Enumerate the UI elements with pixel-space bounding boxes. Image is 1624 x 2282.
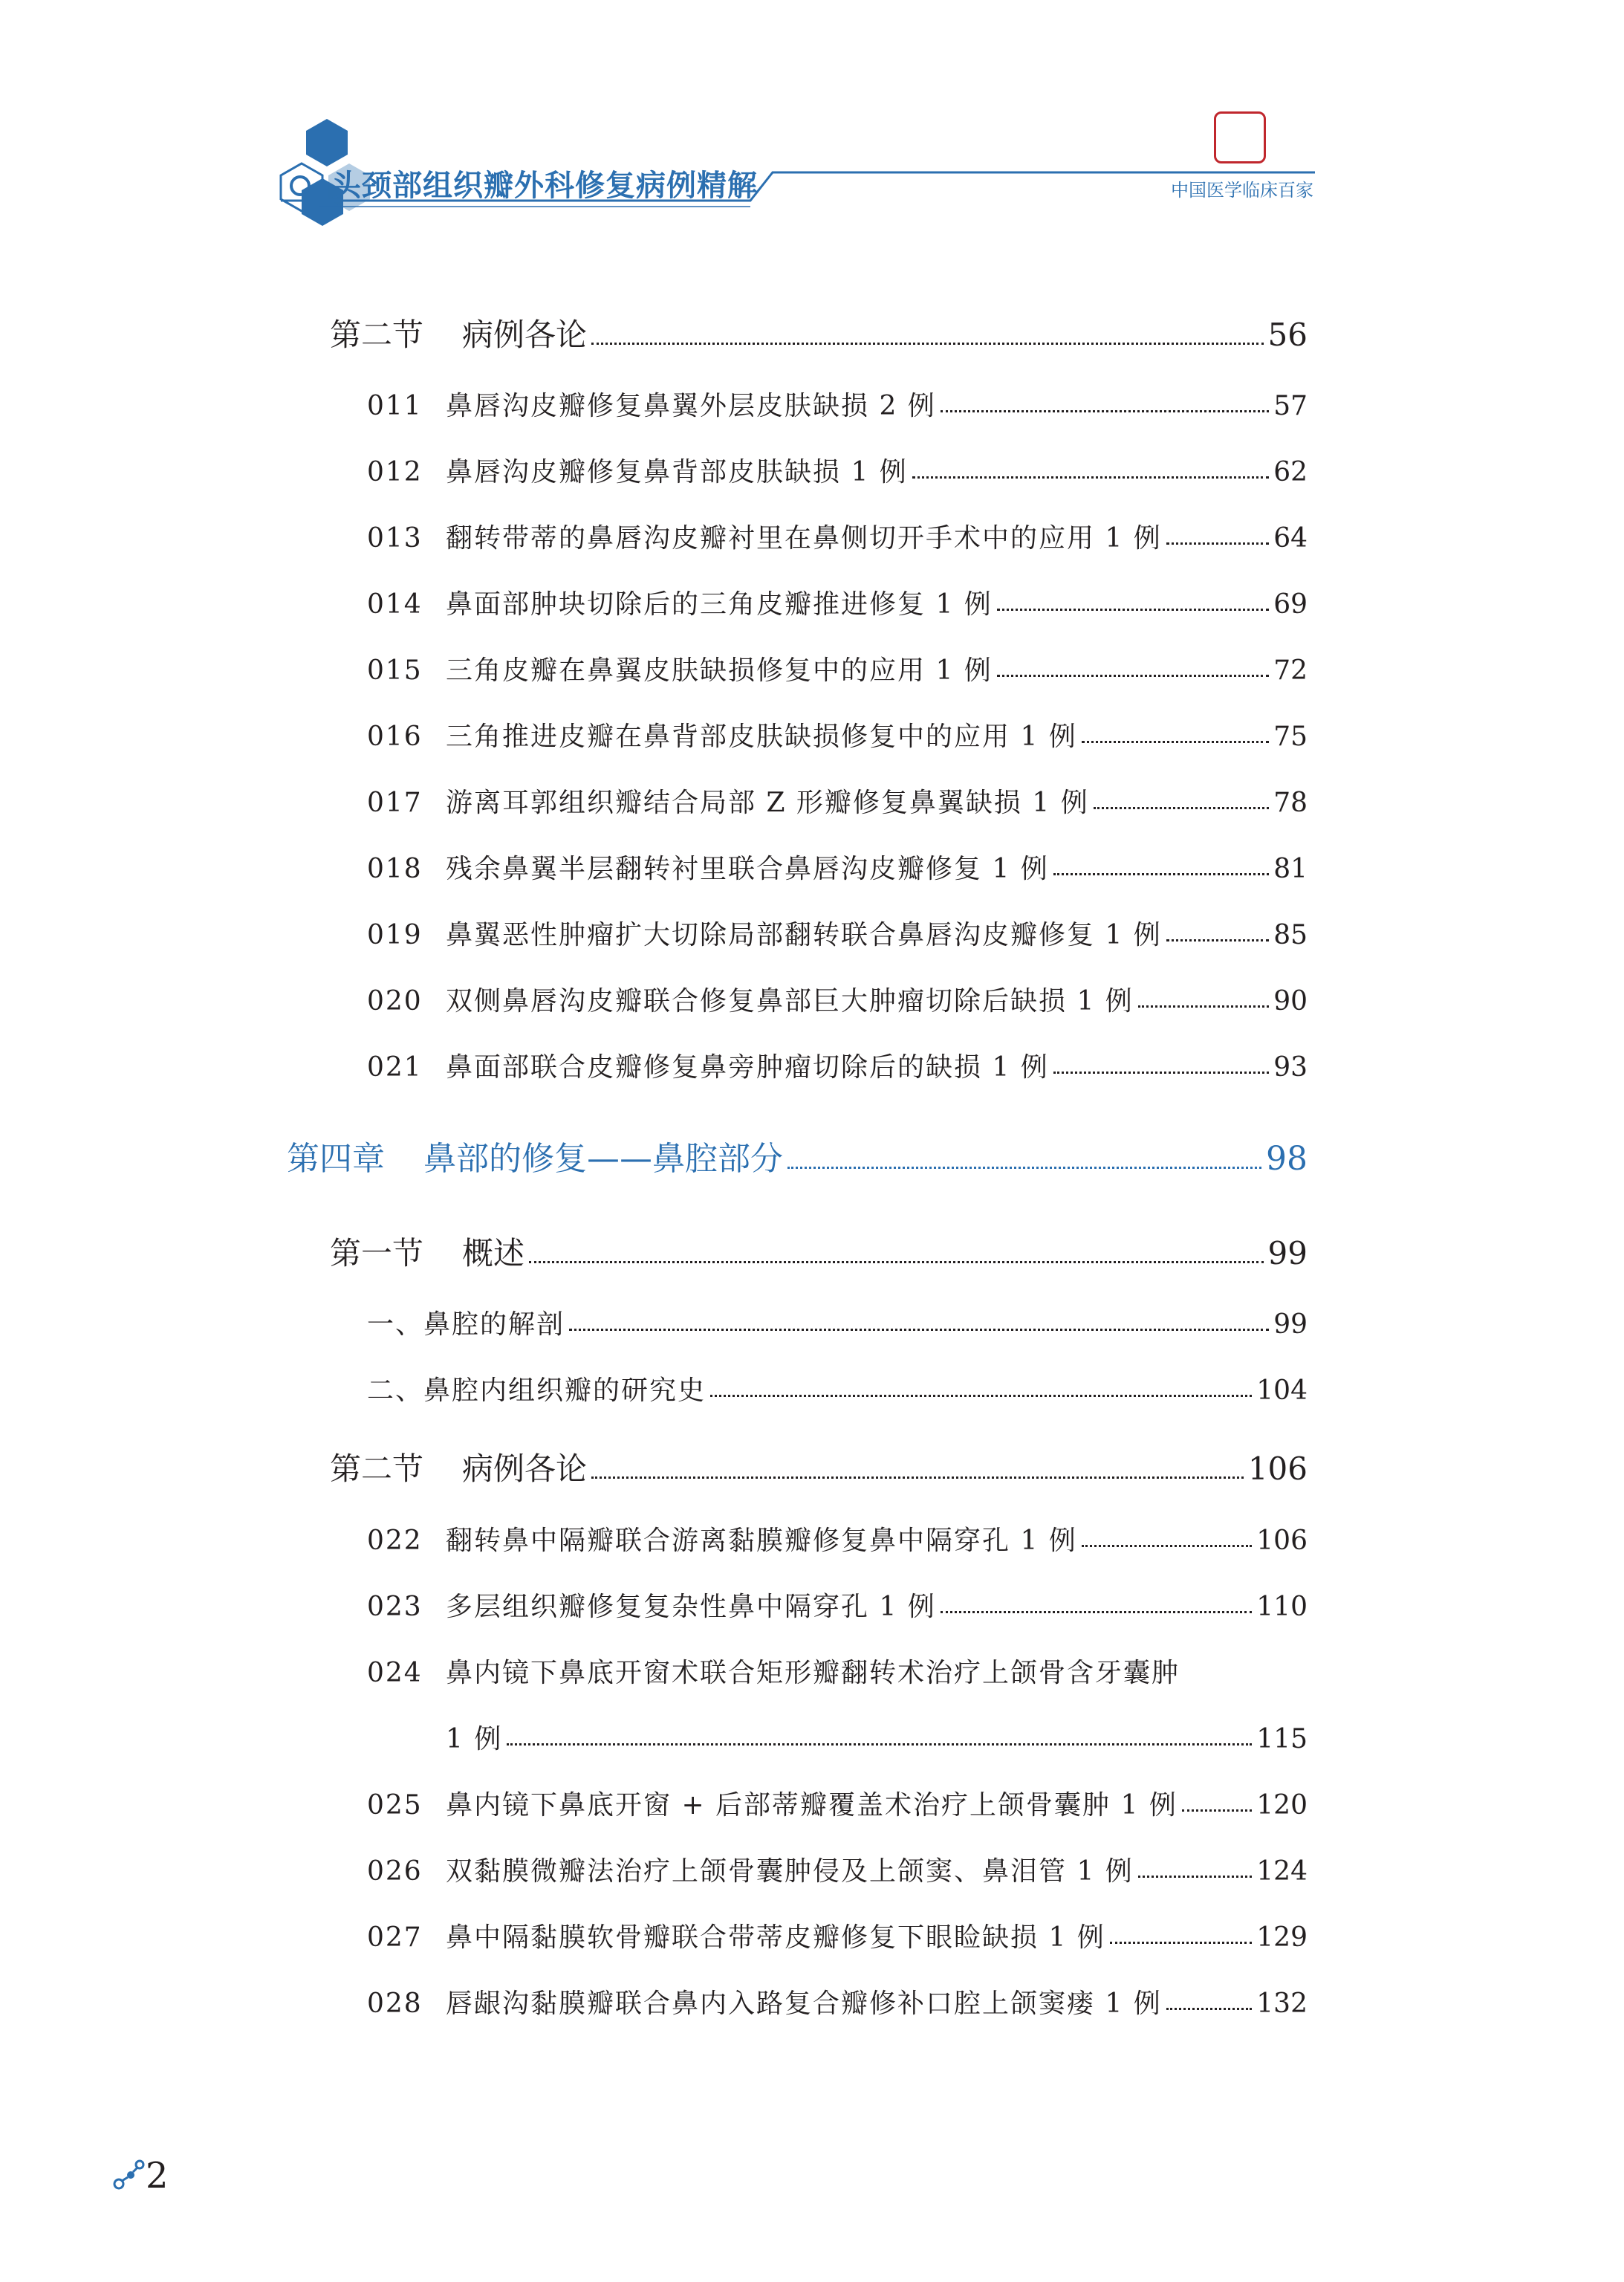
entry-code: 020 <box>367 986 423 1017</box>
page-number: 120 <box>1256 1790 1308 1821</box>
section-number: 第二节 <box>330 1450 424 1487</box>
dot-leader <box>1166 542 1269 545</box>
page-number: 64 <box>1273 523 1308 554</box>
dot-leader <box>1082 741 1269 743</box>
page-number: 85 <box>1273 920 1308 950</box>
page-number: 99 <box>1273 1309 1308 1340</box>
entry-code: 025 <box>367 1790 423 1821</box>
footer-page-number: 2 <box>146 2155 169 2197</box>
page-number: 132 <box>1256 1988 1308 2019</box>
entry-title: 鼻面部联合皮瓣修复鼻旁肿瘤切除后的缺损 1 例 <box>446 1052 1049 1083</box>
page-number: 75 <box>1273 722 1308 752</box>
section-number: 第一节 <box>330 1235 424 1271</box>
entry-title: 鼻翼恶性肿瘤扩大切除局部翻转联合鼻唇沟皮瓣修复 1 例 <box>446 920 1162 950</box>
toc-subsection-row[interactable] <box>367 1369 1308 1407</box>
entry-code: 027 <box>367 1922 423 1953</box>
dot-leader <box>1110 1942 1252 1944</box>
page-number: 72 <box>1273 655 1308 686</box>
toc-entry-014[interactable] <box>367 583 1308 621</box>
entry-title: 鼻唇沟皮瓣修复鼻背部皮肤缺损 1 例 <box>446 457 908 487</box>
dot-leader <box>997 609 1269 611</box>
dot-leader <box>1138 1876 1252 1878</box>
toc-entry-025[interactable] <box>367 1784 1308 1822</box>
page-number: 115 <box>1256 1724 1308 1754</box>
dot-leader <box>1053 873 1269 875</box>
page-number: 106 <box>1256 1526 1308 1556</box>
molecule-icon <box>111 2159 146 2193</box>
dot-leader <box>1166 939 1269 941</box>
toc-entry-021[interactable] <box>367 1046 1308 1084</box>
dot-leader <box>710 1395 1252 1397</box>
dot-leader <box>1082 1545 1252 1547</box>
toc-entry-017[interactable] <box>367 782 1308 820</box>
dot-leader <box>787 1167 1261 1169</box>
entry-code: 011 <box>367 391 423 421</box>
entry-title: 唇龈沟黏膜瓣联合鼻内入路复合瓣修补口腔上颌窦瘘 1 例 <box>446 1988 1162 2019</box>
book-title: 头颈部组织瓣外科修复病例精解 <box>331 169 758 203</box>
toc-entry-023[interactable] <box>367 1586 1308 1624</box>
entry-code: 022 <box>367 1526 423 1556</box>
toc-subsection-row[interactable] <box>367 1303 1308 1341</box>
page-number: 57 <box>1273 391 1308 421</box>
page-number: 104 <box>1256 1375 1308 1406</box>
page-number: 90 <box>1273 986 1308 1017</box>
entry-code: 018 <box>367 854 423 884</box>
entry-code: 013 <box>367 523 423 554</box>
entry-title: 双侧鼻唇沟皮瓣联合修复鼻部巨大肿瘤切除后缺损 1 例 <box>446 986 1134 1017</box>
entry-code: 014 <box>367 589 423 620</box>
toc-entry-018[interactable] <box>367 848 1308 886</box>
entry-code: 028 <box>367 1988 423 2019</box>
toc-entry-028[interactable] <box>367 1983 1308 2020</box>
toc-entry-011[interactable] <box>367 385 1308 423</box>
toc-entry-027[interactable] <box>367 1916 1308 1954</box>
entry-code: 023 <box>367 1592 423 1622</box>
page-number: 62 <box>1273 457 1308 487</box>
toc-section-row[interactable] <box>330 1229 1308 1274</box>
page-number: 56 <box>1267 317 1308 353</box>
entry-title: 游离耳郭组织瓣结合局部 Z 形瓣修复鼻翼缺损 1 例 <box>446 788 1089 818</box>
section-number: 第二节 <box>330 317 424 353</box>
entry-title: 鼻内镜下鼻底开窗术联合矩形瓣翻转术治疗上颌骨含牙囊肿 <box>446 1658 1180 1688</box>
toc-entry-012[interactable] <box>367 451 1308 489</box>
entry-code: 026 <box>367 1856 423 1887</box>
entry-code: 015 <box>367 655 423 686</box>
dot-leader <box>569 1329 1269 1331</box>
dot-leader <box>1182 1809 1252 1812</box>
page-number: 99 <box>1267 1235 1308 1271</box>
chapter-title: 鼻部的修复——鼻腔部分 <box>423 1140 783 1178</box>
entry-title: 双黏膜微瓣法治疗上颌骨囊肿侵及上颌窦、鼻泪管 1 例 <box>446 1856 1134 1887</box>
dot-leader <box>912 476 1269 479</box>
page-number: 124 <box>1256 1856 1308 1887</box>
dot-leader <box>1053 1072 1269 1074</box>
entry-title: 多层组织瓣修复复杂性鼻中隔穿孔 1 例 <box>446 1592 936 1622</box>
toc-entry-024-continued[interactable] <box>446 1718 1308 1756</box>
page-number: 129 <box>1256 1922 1308 1953</box>
dot-leader <box>529 1261 1264 1263</box>
entry-code: 019 <box>367 920 423 950</box>
toc-entry-019[interactable] <box>367 914 1308 952</box>
page-header <box>0 0 1624 238</box>
chapter-number: 第四章 <box>287 1140 385 1178</box>
dot-leader <box>591 343 1264 345</box>
red-seal-icon <box>1214 111 1266 163</box>
entry-title: 鼻中隔黏膜软骨瓣联合带蒂皮瓣修复下眼睑缺损 1 例 <box>446 1922 1105 1953</box>
dot-leader <box>997 675 1269 677</box>
header-decoration <box>0 0 1624 238</box>
toc-entry-026[interactable] <box>367 1850 1308 1888</box>
page-number: 110 <box>1256 1592 1308 1622</box>
section-title: 概述 <box>462 1235 525 1271</box>
entry-code: 016 <box>367 722 423 752</box>
page-number: 69 <box>1273 589 1308 620</box>
entry-title: 鼻唇沟皮瓣修复鼻翼外层皮肤缺损 2 例 <box>446 391 936 421</box>
toc-entry-020[interactable] <box>367 980 1308 1018</box>
subsection-title: 二、鼻腔内组织瓣的研究史 <box>367 1375 707 1406</box>
entry-title: 翻转带蒂的鼻唇沟皮瓣衬里在鼻侧切开手术中的应用 1 例 <box>446 523 1162 554</box>
toc-entry-015[interactable] <box>367 649 1308 687</box>
entry-title-continued: 1 例 <box>446 1724 503 1754</box>
entry-title: 鼻内镜下鼻底开窗 + 后部蒂瓣覆盖术治疗上颌骨囊肿 1 例 <box>446 1790 1178 1821</box>
dot-leader <box>591 1477 1244 1479</box>
entry-title: 翻转鼻中隔瓣联合游离黏膜瓣修复鼻中隔穿孔 1 例 <box>446 1526 1077 1556</box>
entry-code: 024 <box>367 1658 423 1688</box>
dot-leader <box>1166 2008 1252 2010</box>
page-footer <box>111 2155 169 2197</box>
toc-entry-022[interactable] <box>367 1520 1308 1557</box>
toc-entry-016[interactable] <box>367 716 1308 753</box>
dot-leader <box>1138 1005 1269 1008</box>
subsection-title: 一、鼻腔的解剖 <box>367 1309 565 1340</box>
entry-title: 三角推进皮瓣在鼻背部皮肤缺损修复中的应用 1 例 <box>446 722 1077 752</box>
toc-entry-024[interactable] <box>367 1652 1308 1690</box>
page-number: 98 <box>1266 1140 1308 1178</box>
toc-entry-013[interactable] <box>367 517 1308 555</box>
page-number: 78 <box>1273 788 1308 818</box>
section-title: 病例各论 <box>462 1450 588 1487</box>
entry-title: 三角皮瓣在鼻翼皮肤缺损修复中的应用 1 例 <box>446 655 993 686</box>
entry-code: 021 <box>367 1052 423 1083</box>
entry-code: 017 <box>367 788 423 818</box>
series-name: 中国医学临床百家 <box>1171 180 1313 201</box>
section-title: 病例各论 <box>462 317 588 353</box>
toc-section-row[interactable] <box>330 1445 1308 1489</box>
entry-title: 鼻面部肿块切除后的三角皮瓣推进修复 1 例 <box>446 589 993 620</box>
dot-leader <box>507 1743 1252 1745</box>
toc-section-row[interactable] <box>330 311 1308 355</box>
page-number: 106 <box>1247 1450 1308 1487</box>
page-number: 93 <box>1273 1052 1308 1083</box>
page-number: 81 <box>1273 854 1308 884</box>
dot-leader <box>941 1611 1252 1613</box>
entry-title: 残余鼻翼半层翻转衬里联合鼻唇沟皮瓣修复 1 例 <box>446 854 1049 884</box>
dot-leader <box>1094 807 1269 809</box>
toc-chapter-row[interactable] <box>287 1132 1308 1179</box>
dot-leader <box>941 410 1269 412</box>
entry-code: 012 <box>367 457 423 487</box>
